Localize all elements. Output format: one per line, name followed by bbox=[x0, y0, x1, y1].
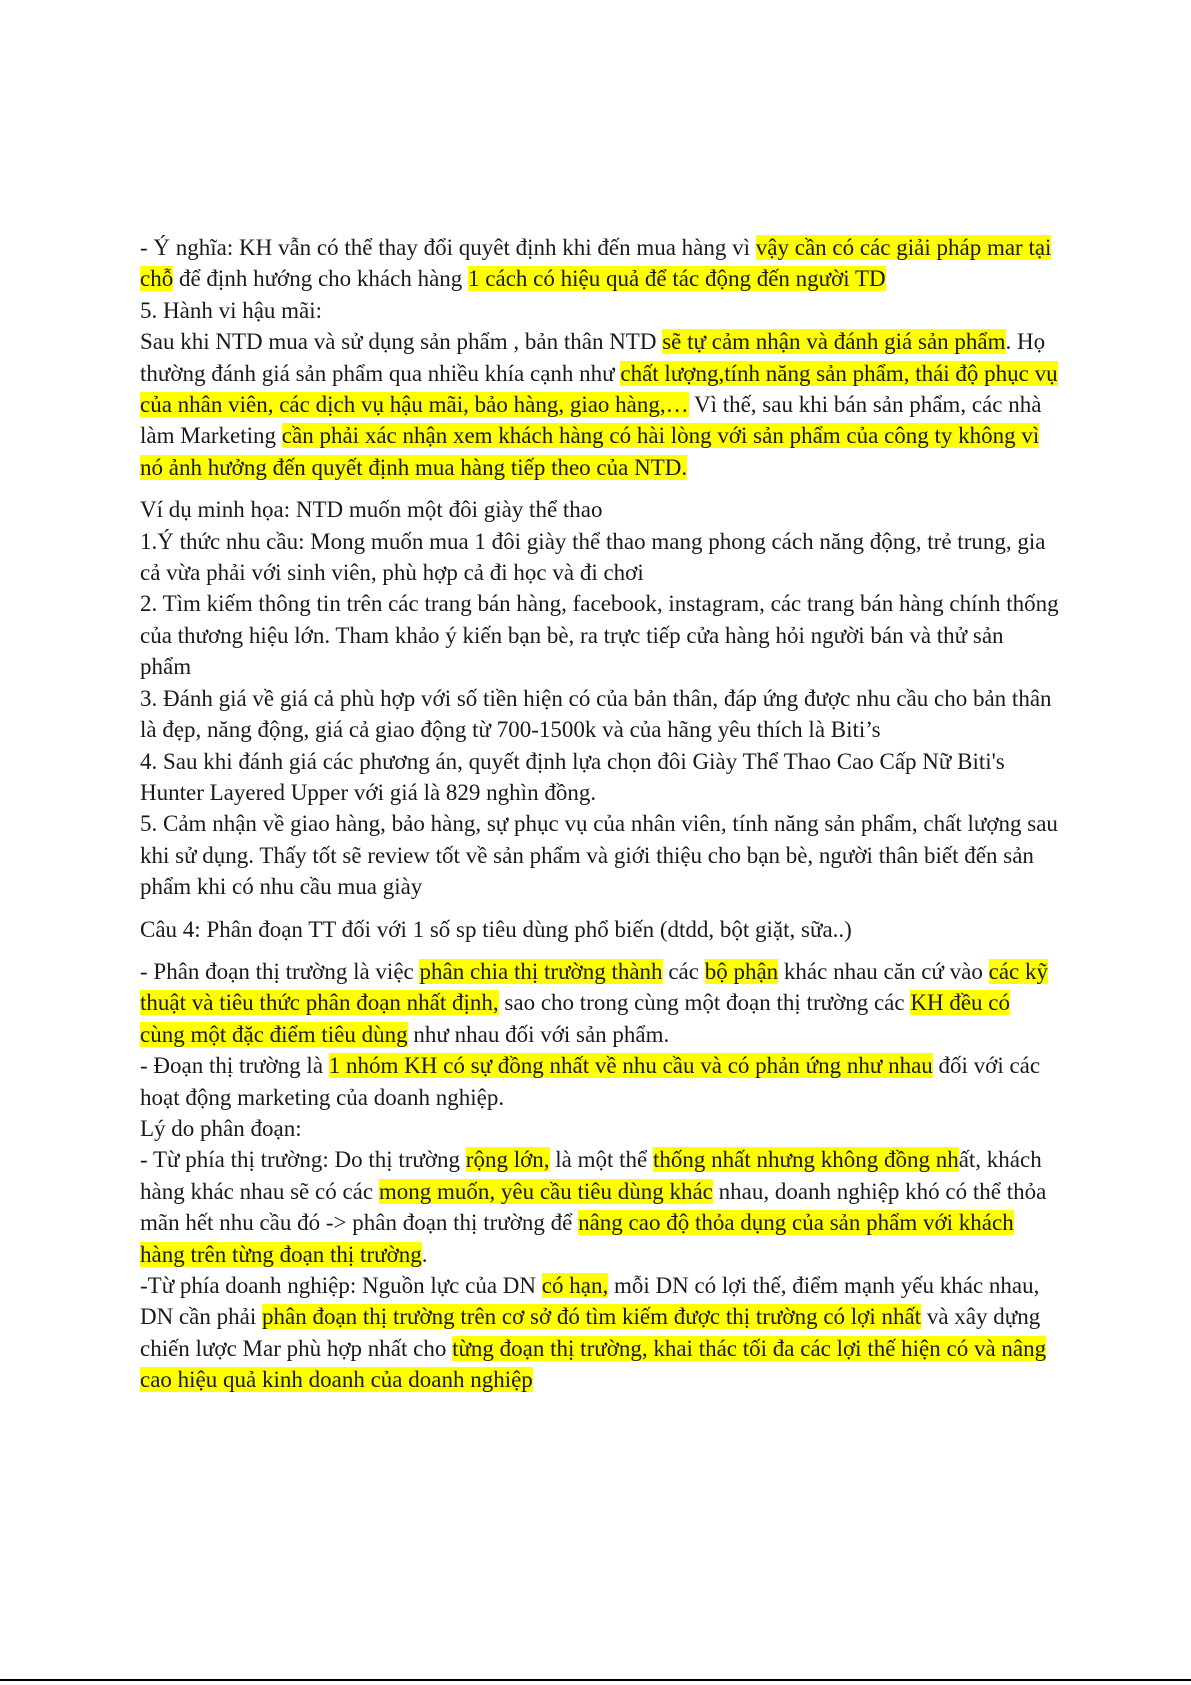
text-run: Lý do phân đoạn: bbox=[140, 1115, 302, 1141]
highlighted-text: thống nhất nhưng không đồng nh bbox=[652, 1147, 959, 1173]
highlighted-text: cần phải xác nhận xem khách hàng có hài lòng với sản phẩm của công ty không vì nó ảnh hưởng đến quyết định mua hàng tiếp theo của NTD. bbox=[140, 423, 1040, 480]
paragraph-gap bbox=[140, 483, 1060, 494]
text-run: khác nhau căn cứ vào bbox=[778, 958, 989, 984]
page-bottom-rule bbox=[0, 1679, 1191, 1681]
highlighted-text: từng đoạn thị trường, khai thác tối đa các lợi thế hiện có và nâng cao hiệu quả kinh doanh của doanh nghiệp bbox=[140, 1335, 1047, 1393]
text-run: 5. Hành vi hậu mãi: bbox=[140, 297, 323, 323]
paragraph bbox=[140, 588, 1060, 682]
highlighted-text: sẽ tự cảm nhận và đánh giá sản phẩm bbox=[662, 329, 1006, 355]
text-run: sao cho trong cùng một đoạn thị trường các bbox=[498, 990, 911, 1016]
text-run: . bbox=[421, 1241, 428, 1267]
text-run: và xây dựng chiến lược Mar phù hợp nhất cho bbox=[140, 1304, 1041, 1361]
paragraph bbox=[140, 683, 1060, 746]
text-run: ất, khách hàng khác nhau sẽ có các bbox=[140, 1147, 1042, 1204]
paragraph bbox=[140, 326, 1060, 483]
paragraph bbox=[140, 746, 1060, 809]
text-run: 5. Cảm nhận về giao hàng, bảo hàng, sự phục vụ của nhân viên, tính năng sản phẩm, chất lượng sau khi sử dụng. Thấy tốt sẽ review tốt về sản phẩm và giới thiệu cho bạn bè, người thân biết đến sản phẩm khi có nhu cầu mua giày bbox=[140, 811, 1058, 900]
text-run: Sau khi NTD mua và sử dụng sản phẩm , bản thân NTD bbox=[140, 329, 663, 355]
highlighted-text: mong muốn, yêu cầu tiêu dùng khác bbox=[378, 1178, 713, 1204]
text-run: - Phân đoạn thị trường là việc bbox=[140, 958, 420, 984]
paragraph bbox=[140, 295, 1060, 326]
paragraph bbox=[140, 494, 1060, 525]
text-run: 1.Ý thức nhu cầu: Mong muốn mua 1 đôi giày thể thao mang phong cách năng động, trẻ trung, gia cả vừa phải với sinh viên, phù hợp cả đi học và đi chơi bbox=[140, 528, 1046, 586]
text-run: Câu 4: Phân đoạn TT đối với 1 số sp tiêu dùng phổ biến (dtdd, bột giặt, sữa..) bbox=[140, 916, 852, 942]
paragraph bbox=[140, 914, 1060, 945]
paragraph-gap bbox=[140, 945, 1060, 956]
text-run: 3. Đánh giá về giá cả phù hợp với số tiền hiện có của bản thân, đáp ứng được nhu cầu cho bản thân là đẹp, năng động, giá cả giao động từ 700-1500k và của hãng yêu thích là Biti’s bbox=[140, 685, 1052, 743]
text-run: mỗi DN có lợi thế, điểm mạnh yếu khác nhau, DN cần phải bbox=[140, 1273, 1040, 1330]
text-run: đối với các hoạt động marketing của doanh nghiệp. bbox=[140, 1053, 1041, 1110]
text-run: để định hướng cho khách hàng bbox=[173, 266, 469, 292]
highlighted-text: phân chia thị trường thành bbox=[419, 958, 663, 984]
text-run: như nhau đối với sản phẩm. bbox=[407, 1021, 670, 1047]
paragraph bbox=[140, 526, 1060, 589]
paragraph bbox=[140, 1270, 1060, 1396]
paragraph bbox=[140, 808, 1060, 902]
text-run: Ví dụ minh họa: NTD muốn một đôi giày thể thao bbox=[140, 497, 603, 523]
text-run: các bbox=[662, 958, 705, 984]
paragraph bbox=[140, 1050, 1060, 1113]
highlighted-text: phân đoạn thị trường trên cơ sở đó tìm kiếm được thị trường có lợi nhất bbox=[262, 1304, 922, 1330]
text-run: 2. Tìm kiếm thông tin trên các trang bán hàng, facebook, instagram, các trang bán hàng chính thống của thương hiệu lớn. Tham khảo ý kiến bạn bè, ra trực tiếp cửa hàng hỏi người bán và thử sản phẩm bbox=[140, 591, 1059, 680]
highlighted-text: 1 cách có hiệu quả để tác động đến người TD bbox=[468, 266, 886, 292]
paragraph bbox=[140, 956, 1060, 1050]
highlighted-text: 1 nhóm KH có sự đồng nhất về nhu cầu và có phản ứng như nhau bbox=[328, 1053, 933, 1079]
document-body bbox=[140, 232, 1060, 1396]
text-run: - Từ phía thị trường: Do thị trường bbox=[140, 1147, 466, 1173]
highlighted-text: các kỹ thuật và tiêu thức phân đoạn nhất định, bbox=[140, 958, 1048, 1016]
paragraph bbox=[140, 1113, 1060, 1144]
highlighted-text: nâng cao độ thỏa dụng của sản phẩm với khách hàng trên từng đoạn thị trường bbox=[140, 1210, 1014, 1267]
text-run: - Ý nghĩa: KH vẫn có thể thay đổi quyêt định khi đến mua hàng vì bbox=[140, 235, 756, 260]
highlighted-text: rộng lớn, bbox=[465, 1147, 550, 1173]
paragraph-gap bbox=[140, 903, 1060, 914]
highlighted-text: KH đều có cùng một đặc điểm tiêu dùng bbox=[140, 990, 1010, 1047]
text-run: Vì thế, sau khi bán sản phẩm, các nhà làm Marketing bbox=[140, 392, 1042, 449]
highlighted-text: bộ phận bbox=[704, 958, 779, 984]
highlighted-text: có hạn, bbox=[541, 1273, 609, 1298]
highlighted-text: chất lượng,tính năng sản phẩm, thái độ phục vụ của nhân viên, các dịch vụ hậu mãi, bảo hàng, giao hàng,… bbox=[140, 360, 1058, 418]
text-run: - Đoạn thị trường là bbox=[140, 1053, 329, 1079]
text-run: 4. Sau khi đánh giá các phương án, quyết định lựa chọn đôi Giày Thể Thao Cao Cấp Nữ Biti's Hunter Layered Upper với giá là 829 nghìn đồng. bbox=[140, 748, 1005, 805]
text-run: . Họ thường đánh giá sản phẩm qua nhiều khía cạnh như bbox=[140, 329, 1046, 386]
paragraph bbox=[140, 232, 1060, 295]
text-run: -Từ phía doanh nghiệp: Nguồn lực của DN bbox=[140, 1273, 542, 1298]
highlighted-text: vậy cần có các giải pháp mar tại chỗ bbox=[140, 235, 1052, 292]
text-run: nhau, doanh nghiệp khó có thể thỏa mãn hết nhu cầu đó -> phân đoạn thị trường để bbox=[140, 1178, 1047, 1236]
text-run: là một thể bbox=[549, 1147, 653, 1173]
paragraph bbox=[140, 1144, 1060, 1270]
